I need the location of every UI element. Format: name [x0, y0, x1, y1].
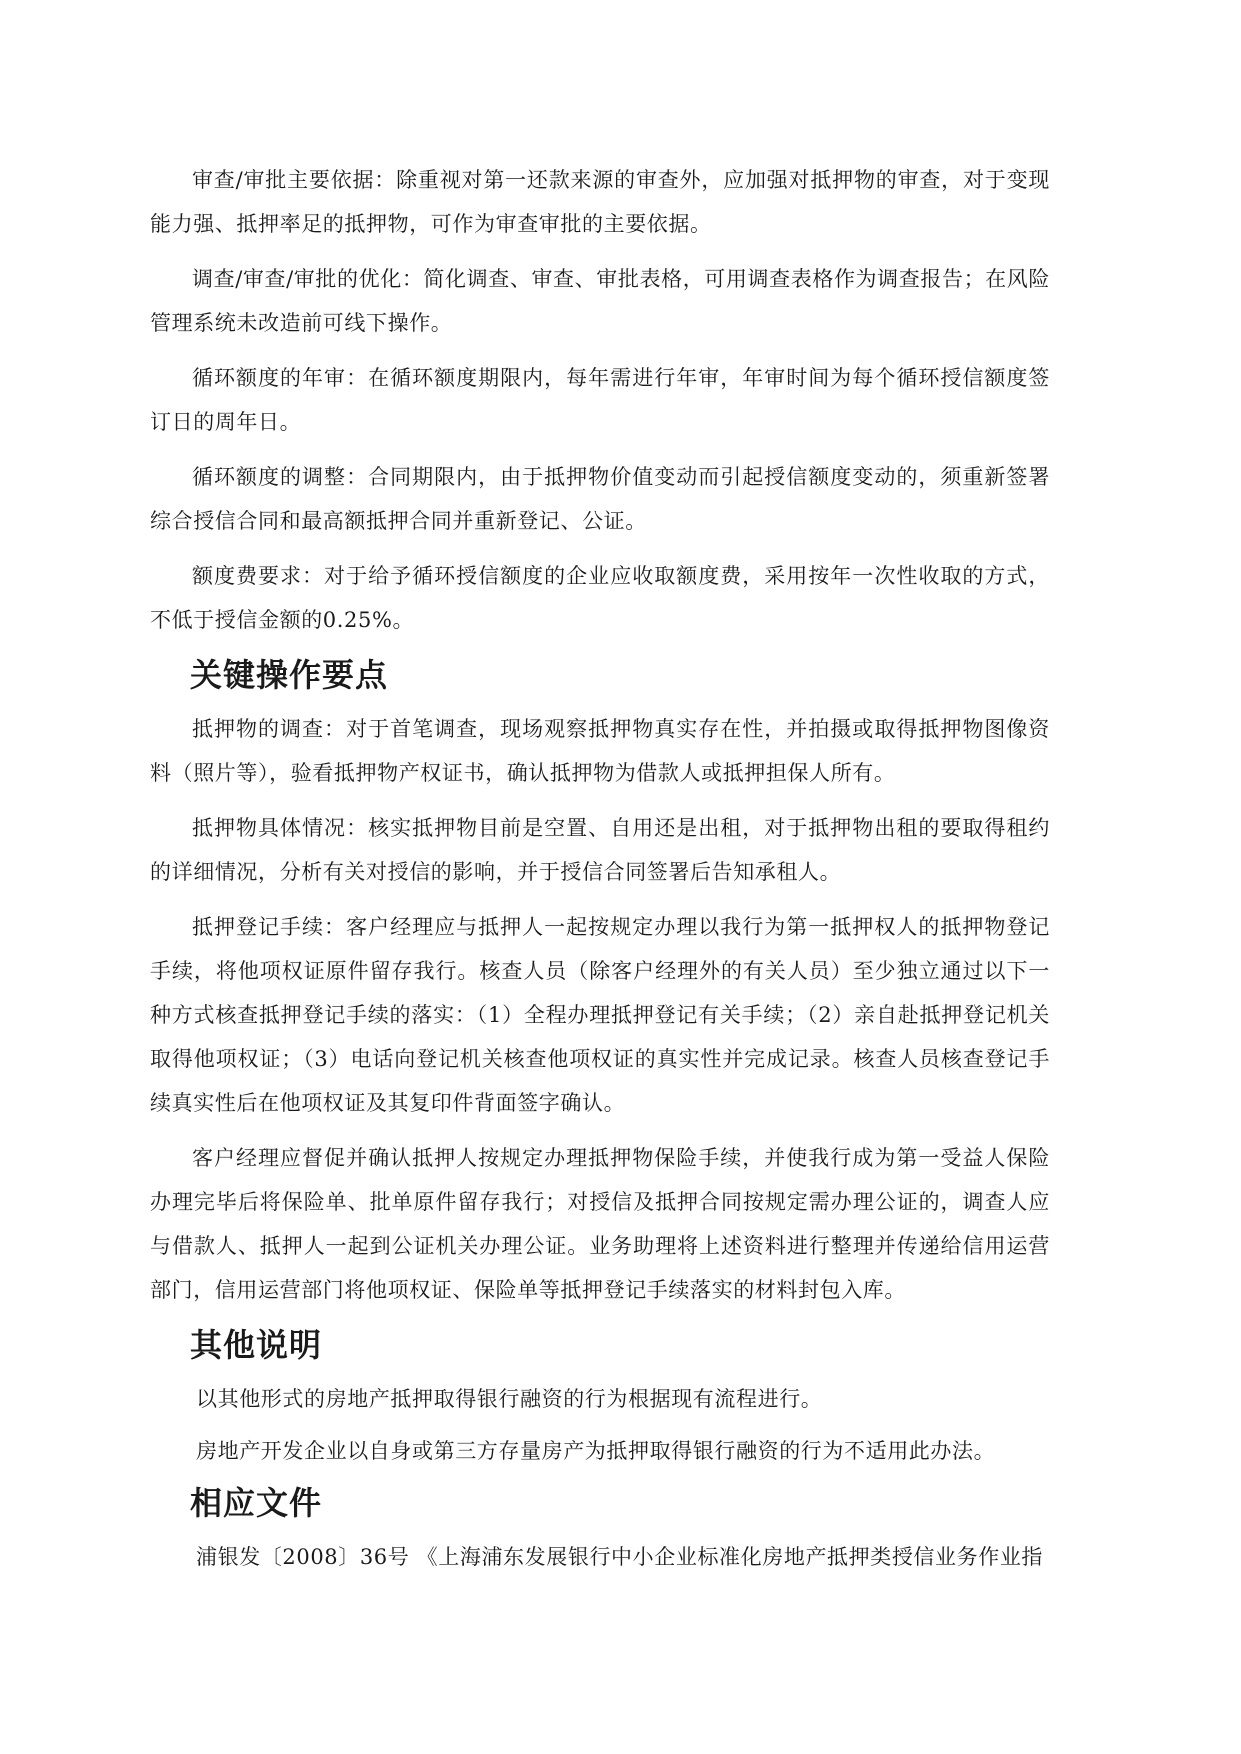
paragraph-mortgage-registration: 抵押登记手续：客户经理应与抵押人一起按规定办理以我行为第一抵押权人的抵押物登记手续，将他项权证原件留存我行。核查人员（除客户经理外的有关人员）至少独立通过以下一种方式核查抵押登记手续的落实：（1）全程办理抵押登记有关手续；（2）亲自赴抵押登记机关取得他项权证；（3）电话向登记机关核查他项权证的真实性并完成记录。核查人员核查登记手续真实性后在他项权证及其复印件背面签字确认。	[150, 915, 1050, 1115]
paragraph-annual-review: 循环额度的年审：在循环额度期限内，每年需进行年审，年审时间为每个循环授信额度签订日的周年日。	[150, 366, 1050, 434]
heading-key-points: 关键操作要点	[190, 656, 389, 694]
paragraph-collateral-status: 抵押物具体情况：核实抵押物目前是空置、自用还是出租，对于抵押物出租的要取得租约的详细情况，分析有关对授信的影响，并于授信合同签署后告知承租人。	[150, 816, 1050, 884]
heading-related-docs: 相应文件	[190, 1484, 323, 1522]
related-doc-reference: 浦银发〔2008〕36号 《上海浦东发展银行中小企业标准化房地产抵押类授信业务作业指	[196, 1545, 1044, 1569]
note-line-1: 以其他形式的房地产抵押取得银行融资的行为根据现有流程进行。	[196, 1387, 823, 1411]
paragraph-limit-fee: 额度费要求：对于给予循环授信额度的企业应收取额度费，采用按年一次性收取的方式，不低于授信金额的0.25%。	[150, 564, 1050, 632]
paragraph-insurance-notarization: 客户经理应督促并确认抵押人按规定办理抵押物保险手续，并使我行成为第一受益人保险办理完毕后将保险单、批单原件留存我行；对授信及抵押合同按规定需办理公证的，调查人应与借款人、抵押人一起到公证机关办理公证。业务助理将上述资料进行整理并传递给信用运营部门，信用运营部门将他项权证、保险单等抵押登记手续落实的材料封包入库。	[150, 1146, 1050, 1302]
paragraph-review-basis: 审查/审批主要依据：除重视对第一还款来源的审查外，应加强对抵押物的审查，对于变现能力强、抵押率足的抵押物，可作为审查审批的主要依据。	[150, 168, 1050, 236]
paragraph-limit-adjustment: 循环额度的调整：合同期限内，由于抵押物价值变动而引起授信额度变动的，须重新签署综合授信合同和最高额抵押合同并重新登记、公证。	[150, 465, 1050, 533]
document-body	[150, 158, 1050, 1579]
paragraph-collateral-investigation: 抵押物的调查：对于首笔调查，现场观察抵押物真实存在性，并拍摄或取得抵押物图像资料（照片等），验看抵押物产权证书，确认抵押物为借款人或抵押担保人所有。	[150, 717, 1050, 785]
heading-other-notes: 其他说明	[190, 1326, 323, 1364]
paragraph-process-optimization: 调查/审查/审批的优化：简化调查、审查、审批表格，可用调查表格作为调查报告；在风险管理系统未改造前可线下操作。	[150, 267, 1050, 335]
note-line-2: 房地产开发企业以自身或第三方存量房产为抵押取得银行融资的行为不适用此办法。	[196, 1439, 996, 1463]
